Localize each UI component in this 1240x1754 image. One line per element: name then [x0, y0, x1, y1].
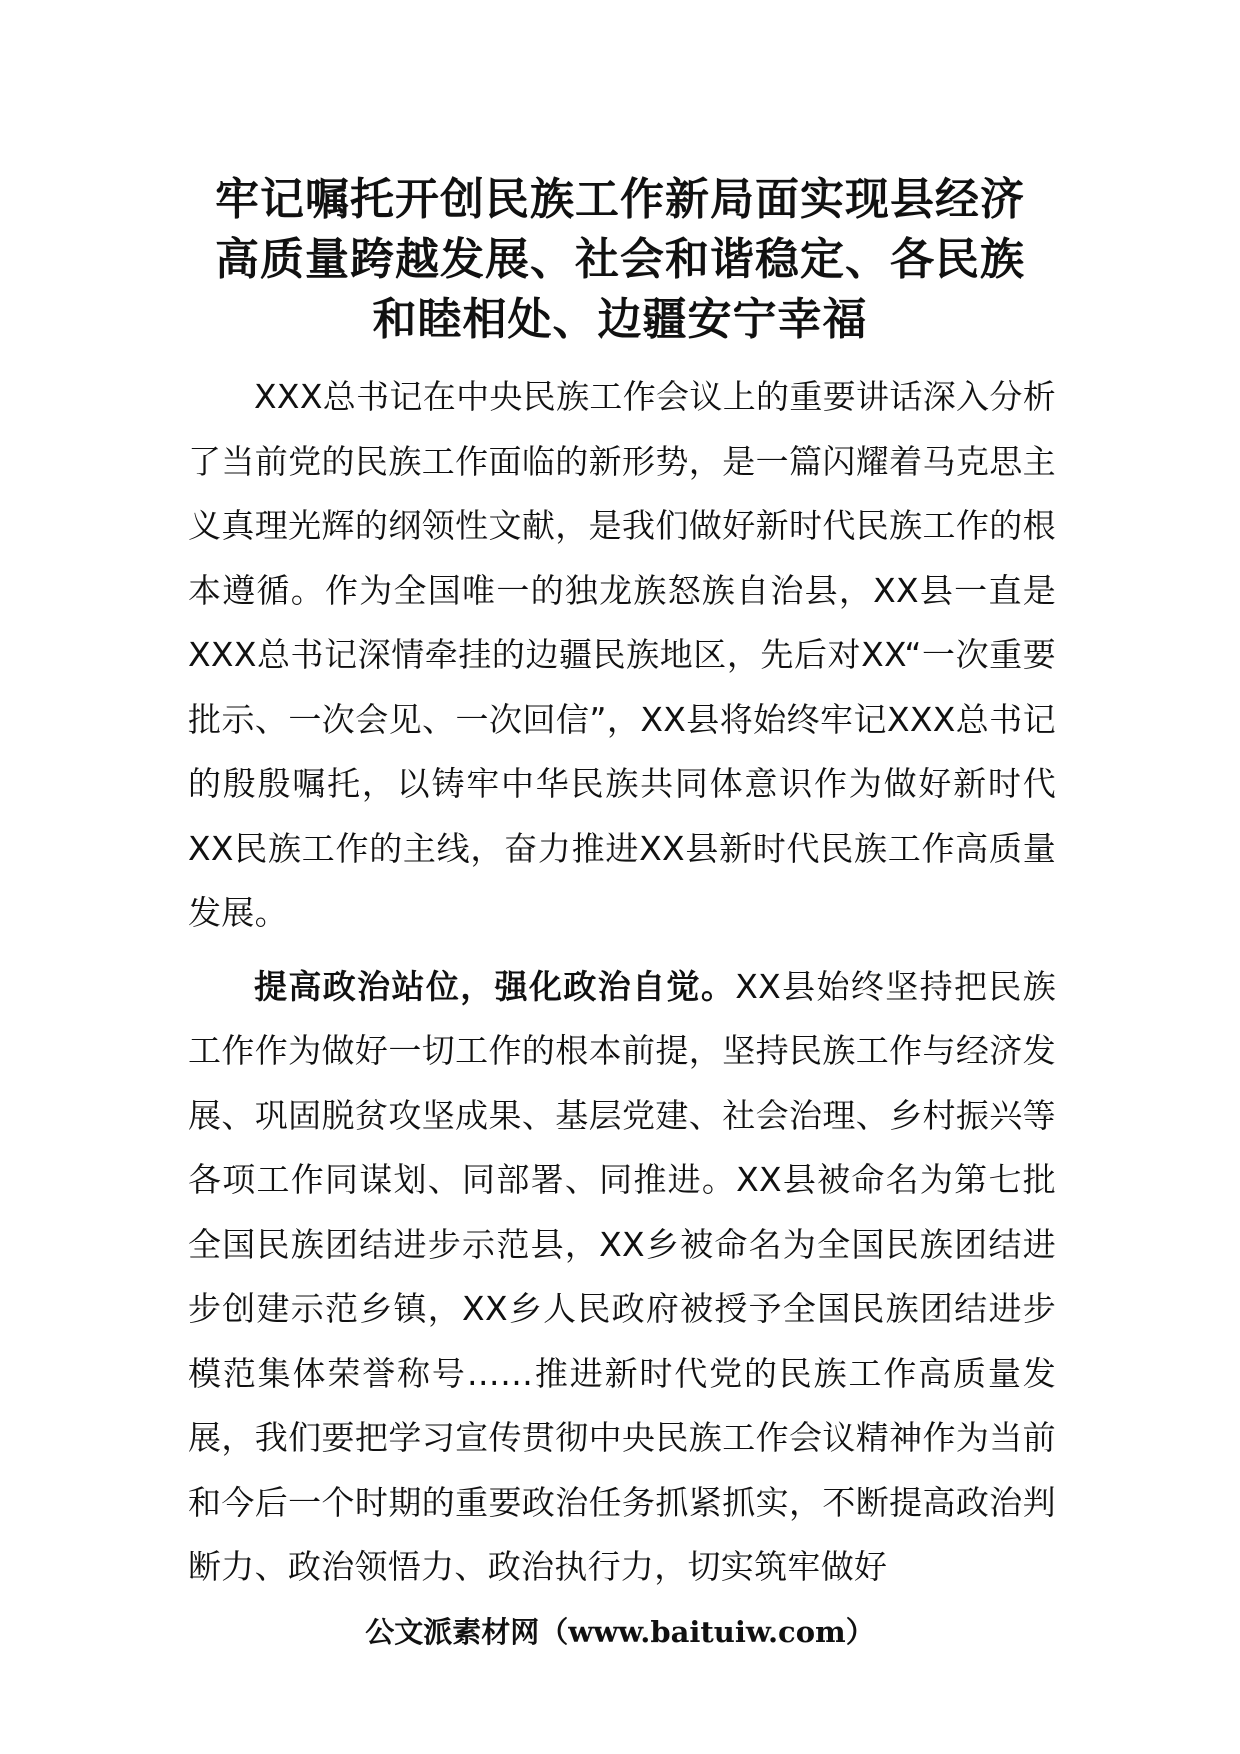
- document-title: [150, 170, 1090, 350]
- document-body: [188, 365, 1056, 1600]
- paragraph-2: [188, 955, 1056, 1600]
- paragraph-1: [188, 365, 1056, 946]
- paragraph-2-text: XX县始终坚持把民族工作作为做好一切工作的根本前提，坚持民族工作与经济发展、巩固脱贫攻坚成果、基层党建、社会治理、乡村振兴等各项工作同谋划、同部署、同推进。XX县被命名为第七批全国民族团结进步示范县，XX乡被命名为全国民族团结进步创建示范乡镇，XX乡人民政府被授予全国民族团结进步模范集体荣誉称号……推进新时代党的民族工作高质量发展，我们要把学习宣传贯彻中央民族工作会议精神作为当前和今后一个时期的重要政治任务抓紧抓实，不断提高政治判断力、政治领悟力、政治执行力，切实筑牢做好: [188, 966, 1057, 1586]
- page-footer-source: 公文派素材网（www.baituiw.com）: [365, 1615, 875, 1649]
- title-line-2: 高质量跨越发展、社会和谐稳定、各民族: [215, 234, 1025, 285]
- title-line-3: 和睦相处、边疆安宁幸福: [372, 294, 868, 345]
- paragraph-1-text: XXX总书记在中央民族工作会议上的重要讲话深入分析了当前党的民族工作面临的新形势，是一篇闪耀着马克思主义真理光辉的纲领性文献，是我们做好新时代民族工作的根本遵循。作为全国唯一的独龙族怒族自治县，XX县一直是XXX总书记深情牵挂的边疆民族地区，先后对XX“一次重要批示、一次会见、一次回信”，XX县将始终牢记XXX总书记的殷殷嘱托，以铸牢中华民族共同体意识作为做好新时代XX民族工作的主线，奋力推进XX县新时代民族工作高质量发展。: [188, 377, 1056, 932]
- title-line-1: 牢记嘱托开创民族工作新局面实现县经济: [215, 174, 1025, 225]
- paragraph-2-lead: 提高政治站位，强化政治自觉。: [254, 966, 736, 1006]
